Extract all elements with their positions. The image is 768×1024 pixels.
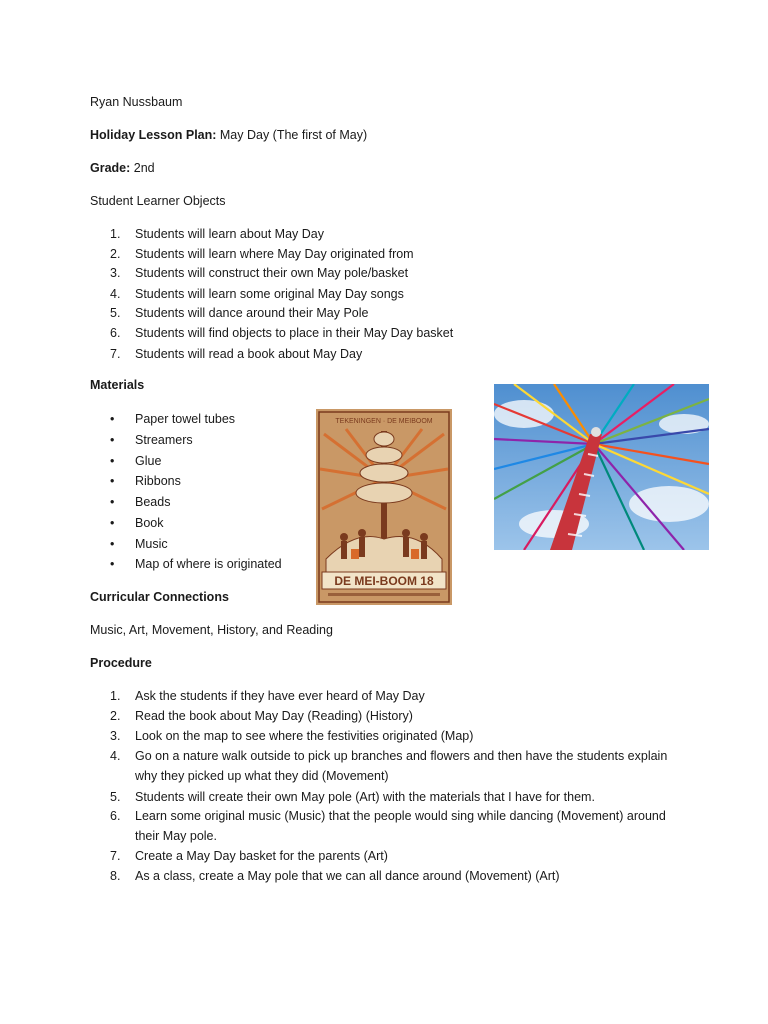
procedure-heading: Procedure [90, 656, 152, 670]
list-item: • Music [110, 536, 168, 551]
list-item: 1. Ask the students if they have ever heard of May Day [110, 689, 425, 703]
list-item: • Ribbons [110, 474, 181, 488]
list-item: 5. Students will dance around their May Pole [110, 306, 369, 320]
list-item: 7. Create a May Day basket for the parents (Art) [110, 849, 388, 863]
list-item: 1. Students will learn about May Day [110, 227, 324, 241]
list-item: 3. Look on the map to see where the festivities originated (Map) [110, 729, 474, 743]
lesson-title-label: Holiday Lesson Plan: [90, 128, 217, 142]
book-cover-banner: DE MEI-BOOM 18 [334, 574, 434, 588]
book-cover-illustration [316, 409, 452, 605]
list-item: 6. Learn some original music (Music) that the people would sing while dancing (Movement) around their May pole. [110, 809, 666, 843]
list-item: 3. Students will construct their own May pole/basket [110, 266, 409, 280]
list-item: • Beads [110, 495, 171, 509]
list-item: 4. Students will learn some original May Day songs [110, 286, 404, 301]
maypole-photo [494, 384, 709, 550]
connections-text: Music, Art, Movement, History, and Reading [90, 623, 333, 637]
list-item: 4. Go on a nature walk outside to pick up branches and flowers and then have the students explain why they picked up what they did (Movement) [110, 749, 668, 783]
list-item: 2. Students will learn where May Day originated from [110, 246, 414, 261]
maypole-photo-illustration [494, 384, 709, 550]
objectives-heading: Student Learner Objects [90, 194, 226, 208]
list-item: • Map of where is originated [110, 557, 282, 571]
materials-heading: Materials [90, 378, 145, 392]
list-item: 7. Students will read a book about May Day [110, 346, 363, 361]
lesson-title [90, 127, 367, 143]
grade-line [90, 160, 155, 176]
book-cover-top-text: TEKENINGEN · DE MEIBOOM [335, 418, 433, 425]
list-item: 6. Students will find objects to place in their May Day basket [110, 326, 454, 340]
list-item: • Glue [110, 453, 162, 468]
book-cover-image [316, 409, 452, 605]
lesson-title-value: May Day (The first of May) [216, 128, 368, 142]
list-item: 8. As a class, create a May pole that we can all dance around (Movement) (Art) [110, 869, 560, 883]
author-name: Ryan Nussbaum [90, 95, 183, 109]
grade-label: Grade: [90, 161, 131, 175]
grade-value: 2nd [130, 161, 155, 175]
list-item: • Paper towel tubes [110, 412, 236, 426]
list-item: 2. Read the book about May Day (Reading) (History) [110, 709, 413, 723]
connections-heading: Curricular Connections [90, 590, 229, 604]
list-item: 5. Students will create their own May pole (Art) with the materials that I have for them. [110, 790, 595, 804]
list-item: • Streamers [110, 433, 193, 447]
list-item: • Book [110, 516, 164, 530]
